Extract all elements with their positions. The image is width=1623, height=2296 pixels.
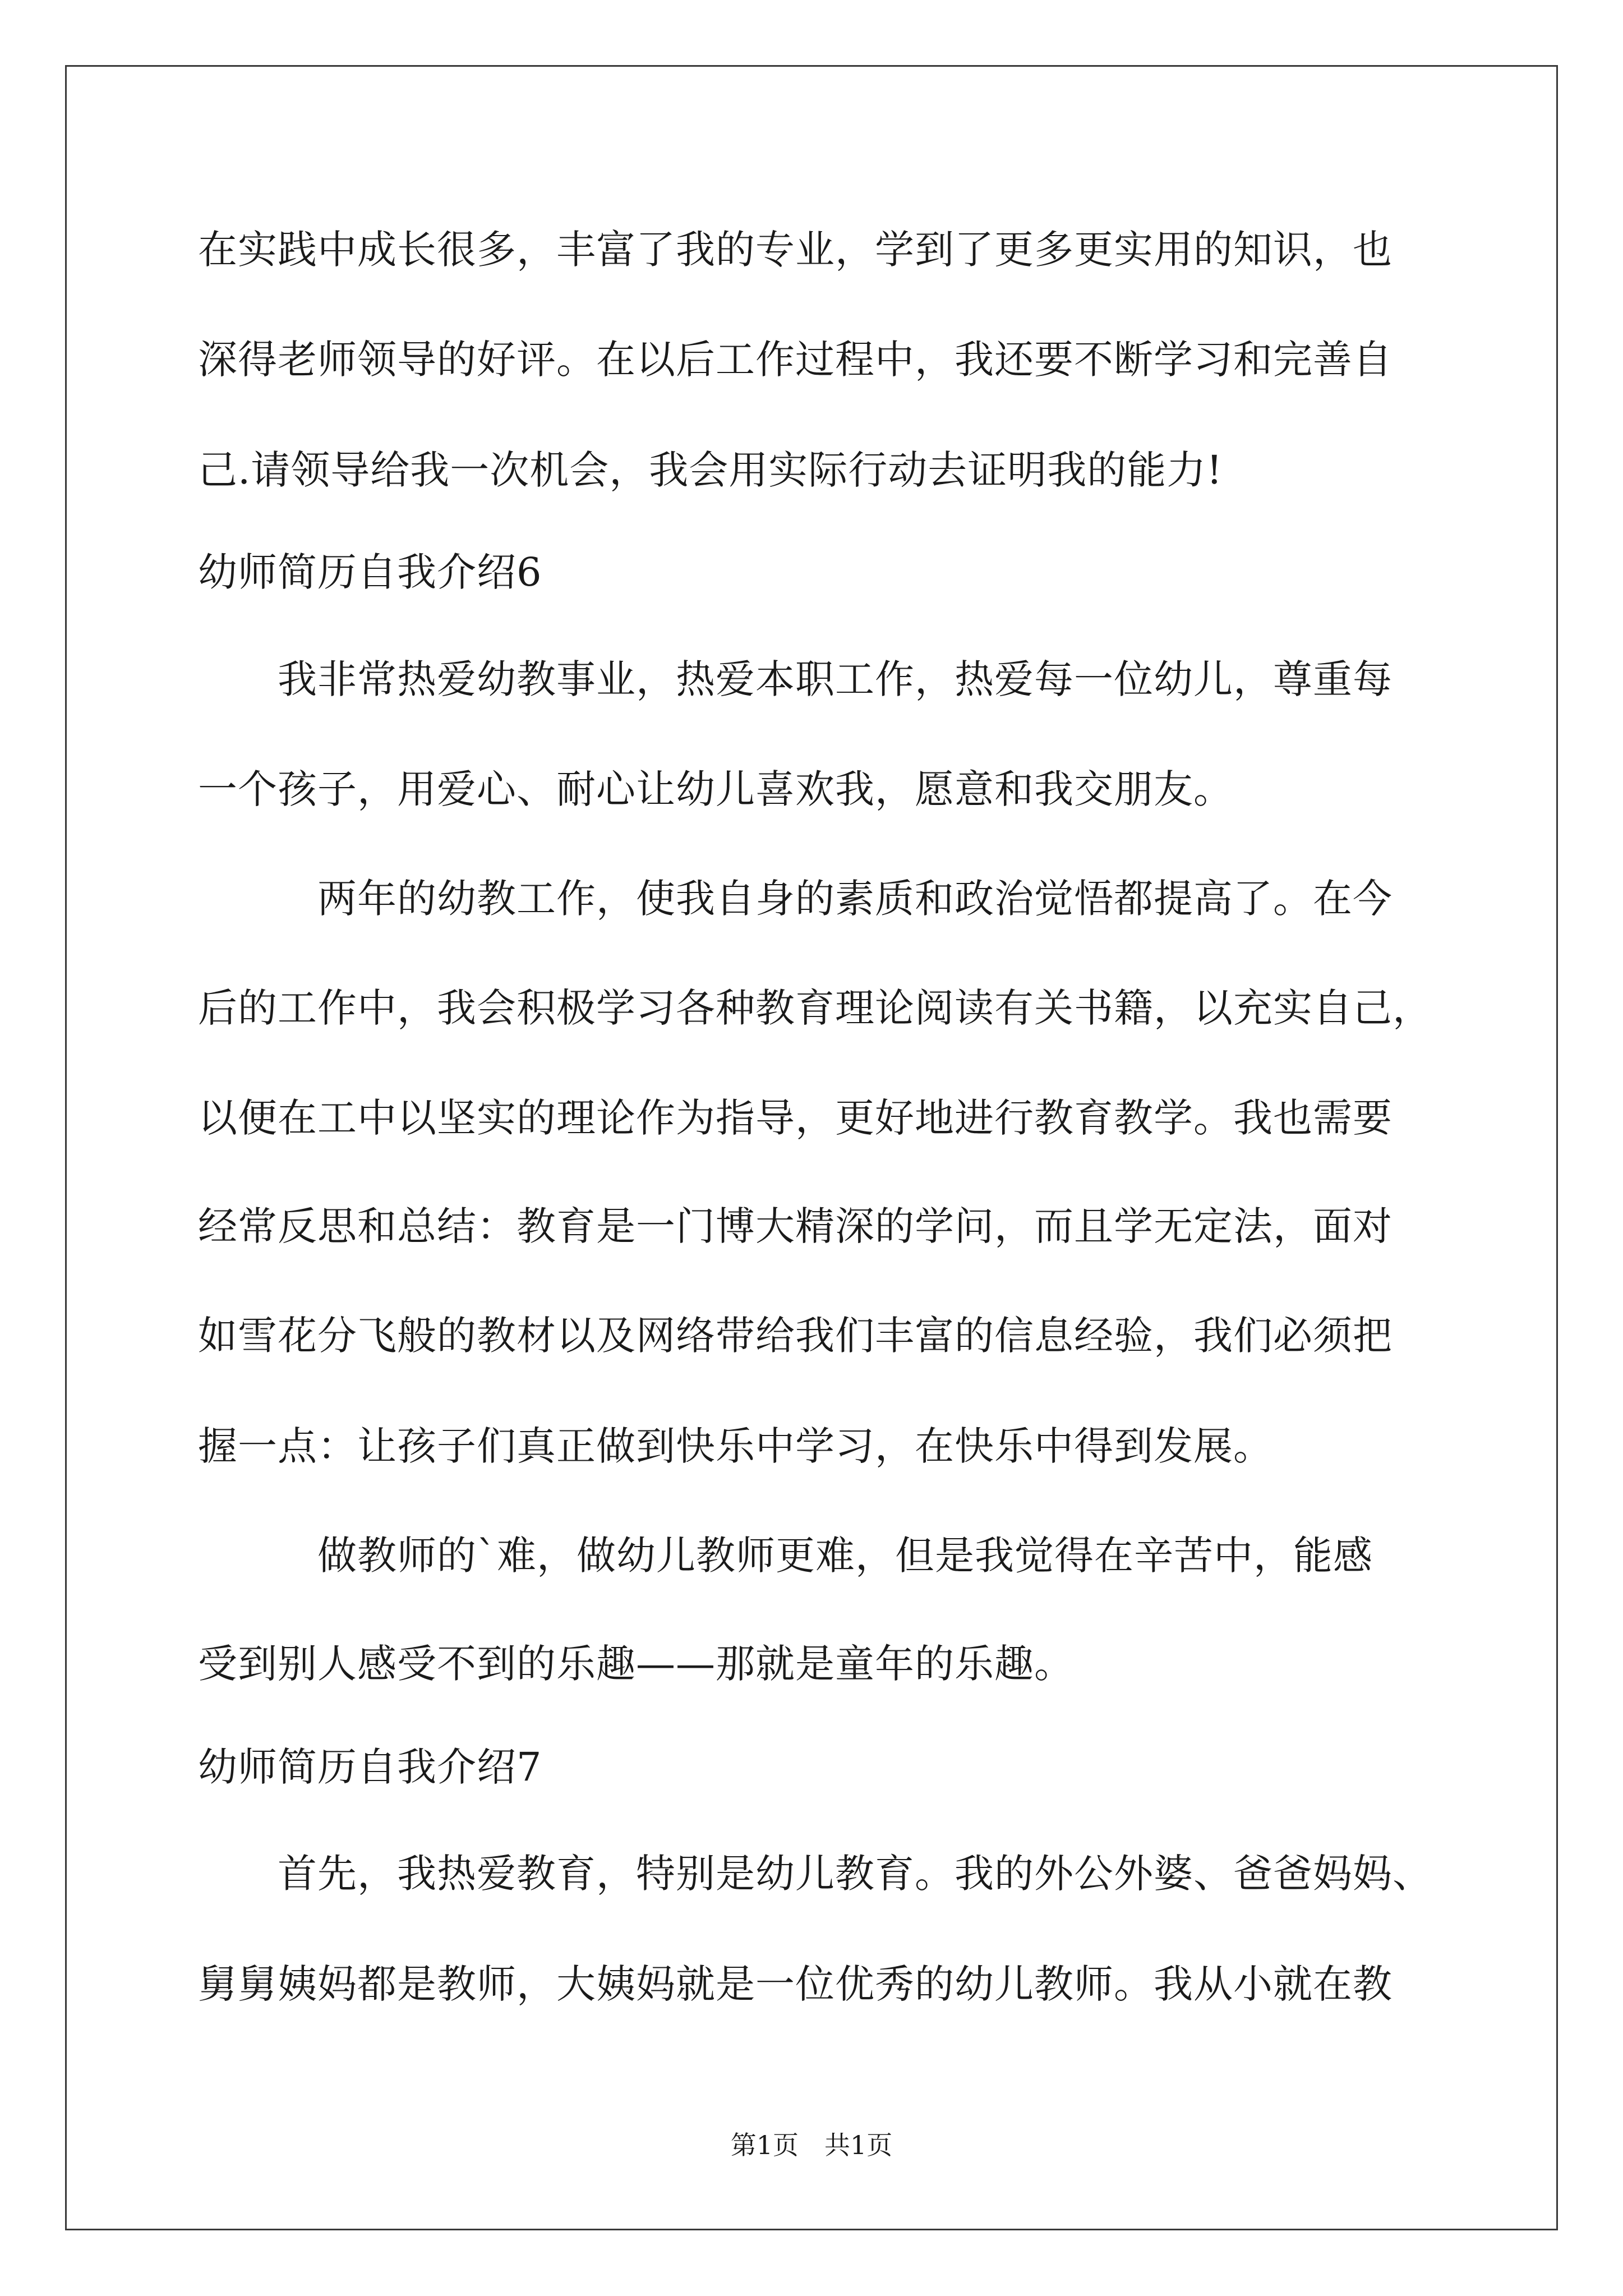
- body-line: 受到别人感受不到的乐趣——那就是童年的乐趣。: [198, 1641, 1074, 1687]
- body-line: 我非常热爱幼教事业，热爱本职工作，热爱每一位幼儿，尊重每: [198, 656, 1393, 702]
- body-line: 在实践中成长很多，丰富了我的专业，学到了更多更实用的知识，也: [198, 227, 1393, 273]
- body-line: 做教师的`难，做幼儿教师更难，但是我觉得在辛苦中，能感: [198, 1533, 1373, 1579]
- body-line: 己.请领导给我一次机会，我会用实际行动去证明我的能力!: [198, 447, 1223, 493]
- body-line: 一个孩子，用爱心、耐心让幼儿喜欢我，愿意和我交朋友。: [198, 766, 1233, 812]
- body-line: 后的工作中，我会积极学习各种教育理论阅读有关书籍，以充实自己，: [198, 985, 1432, 1031]
- body-line: 以便在工中以坚实的理论作为指导，更好地进行教育教学。我也需要: [198, 1095, 1393, 1141]
- body-line: 如雪花分飞般的教材以及网络带给我们丰富的信息经验，我们必须把: [198, 1313, 1393, 1359]
- body-line: 舅舅姨妈都是教师，大姨妈就是一位优秀的幼儿教师。我从小就在教: [198, 1961, 1393, 2007]
- body-line: 首先，我热爱教育，特别是幼儿教育。我的外公外婆、爸爸妈妈、: [198, 1851, 1432, 1897]
- section-heading: 幼师简历自我介绍7: [198, 1744, 542, 1790]
- body-line: 经常反思和总结：教育是一门博大精深的学问，而且学无定法，面对: [198, 1203, 1393, 1249]
- page-border: [65, 65, 1558, 2230]
- body-line: 两年的幼教工作，使我自身的素质和政治觉悟都提高了。在今: [198, 876, 1393, 922]
- body-line: 深得老师领导的好评。在以后工作过程中，我还要不断学习和完善自: [198, 337, 1393, 383]
- section-heading: 幼师简历自我介绍6: [198, 549, 542, 595]
- body-line: 握一点：让孩子们真正做到快乐中学习，在快乐中得到发展。: [198, 1423, 1273, 1469]
- page-footer: 第1页 共1页: [730, 2130, 893, 2160]
